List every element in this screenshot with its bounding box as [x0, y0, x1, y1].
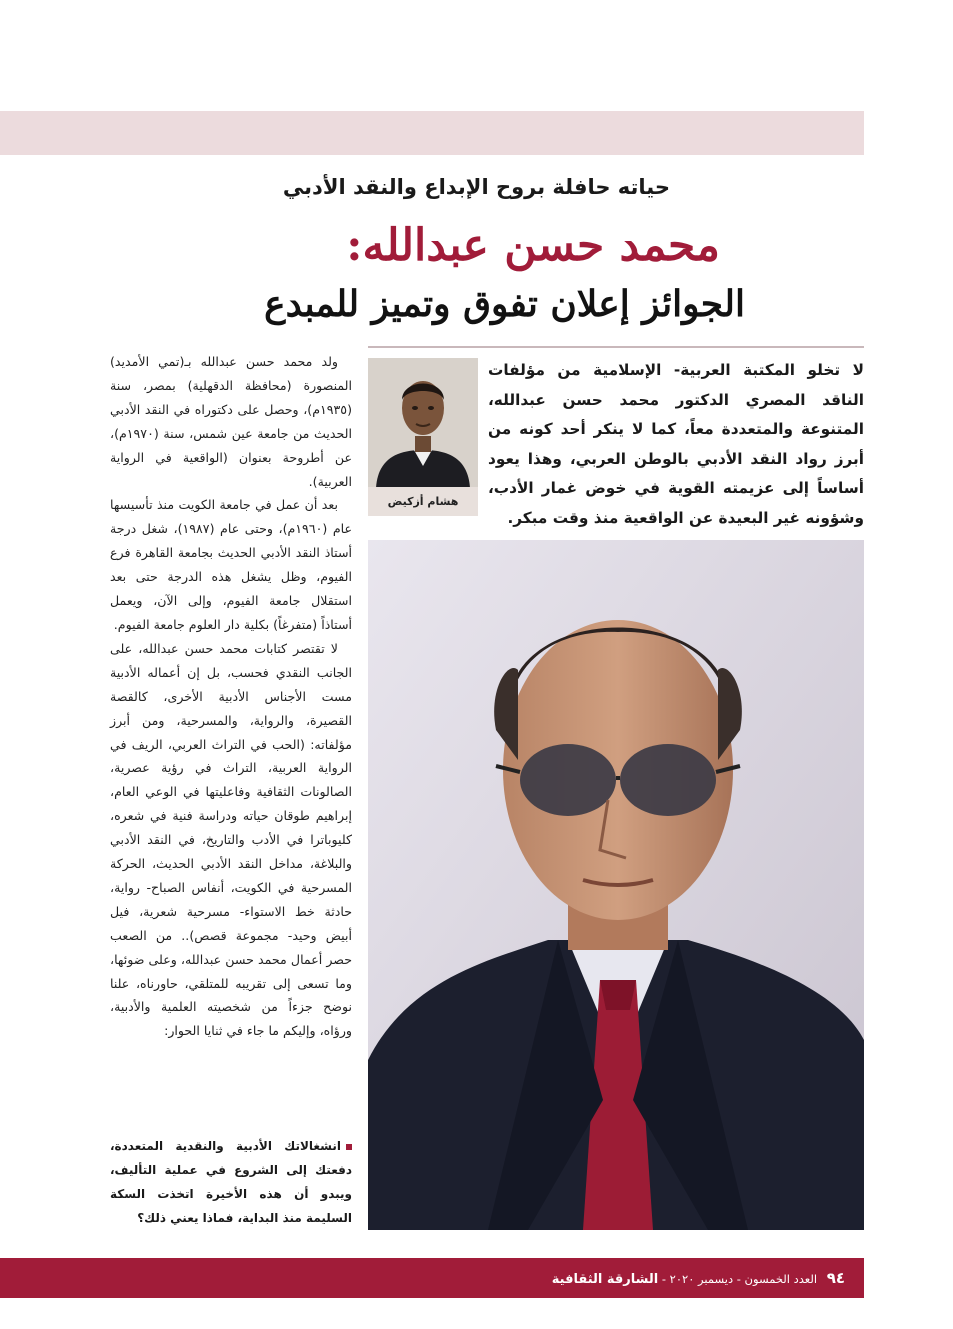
author-photo-image — [368, 358, 478, 488]
question-text: انشغالاتك الأدبية والنقدية المتعددة، دفعتك إلى الشروع في عملية التأليف، ويبدو أن هذه الأخيرة اتخذت السكة السليمة منذ البداية، فماذا يعني ذلك؟ — [110, 1139, 352, 1225]
article-kicker: حياته حافلة بروح الإبداع والنقد الأدبي — [282, 175, 670, 199]
article-subtitle: الجوائز إعلان تفوق وتميز للمبدع — [264, 283, 745, 325]
footer-info — [551, 1265, 845, 1293]
subject-portrait — [368, 540, 864, 1230]
interview-question — [110, 1134, 352, 1230]
body-paragraph: ولد محمد حسن عبدالله بـ(تمي الأمديد) المنصورة (محافظة الدقهلية) بمصر، سنة (١٩٣٥م)، وحصل على دكتوراه في النقد الأدبي الحديث من جامعة عين شمس، سنة (١٩٧٠م)، عن أطروحة بعنوان (الواقعية في الرواية العربية). — [110, 354, 352, 489]
header-band — [0, 111, 864, 155]
intro-paragraph: لا تخلو المكتبة العربية- الإسلامية من مؤلفات الناقد المصري الدكتور محمد حسن عبدالله، المتنوعة والمتعددة معاً، كما لا ينكر أحد كونه من أبرز رواد النقد الأدبي بالوطن العربي، وهذا يعود أساساً إلى عزيمته القوية في خوض غمار الأدب، وشؤونه غير البعيدة عن الواقعية منذ وقت مبكر. — [488, 361, 864, 527]
body-paragraph: بعد أن عمل في جامعة الكويت منذ تأسيسها عام (١٩٦٠م)، وحتى عام (١٩٨٧)، شغل درجة أستاذ النقد الأدبي الحديث بجامعة القاهرة فرع الفيوم، وظل يشغل هذه الدرجة حتى بعد استقلال جامعة الفيوم، وإلى الآن، ويعمل أستاذاً (متفرغاً) بكلية دار العلوم جامعة الفيوم. — [110, 497, 352, 632]
body-column — [110, 350, 352, 1043]
article-title: محمد حسن عبدالله: — [346, 220, 720, 271]
bullet-square-icon — [346, 1144, 352, 1150]
title-rule — [368, 346, 864, 348]
page-number: ٩٤ — [826, 1269, 845, 1287]
photo-caption: هشام أزكيض — [368, 487, 478, 516]
body-paragraph: لا تقتصر كتابات محمد حسن عبدالله، على الجانب النقدي فحسب، بل إن أعماله الأدبية مست الأجناس الأدبية الأخرى، كالقصة القصيرة، والرواية، والمسرحية، ومن أبرز مؤلفاته: (الحب في التراث العربي، الريف في الرواية العربية، التراث في رؤية عصرية، الصالونات الثقافية وفاعليتها في الوعي العام، إبراهيم طوقان حياته ودراسة فنية في شعره، كليوباترا في الأدب والتاريخ، في النقد الأدبي والبلاغة، مداخل النقد الأدبي الحديث، الحركة المسرحية في الكويت، أنفاس الصباح- رواية، حادثة خط الاستواء- مسرحية شعرية، فيل أبيض وحيد- مجموعة قصص).. من الصعب حصر أعمال محمد حسن عبدالله، وعلى ضوئها، وما تسعى إلى تقريبه للمتلقي، حاورناه، علنا نوضح جزءاً من شخصيته العلمية والأدبية، ورؤاه، وإليكم ما جاء في ثنايا الحوار: — [110, 640, 352, 1039]
magazine-name: الشارقة الثقافية — [551, 1272, 659, 1287]
subject-portrait-image — [368, 540, 864, 1230]
issue-info: العدد الخمسون - ديسمبر ٢٠٢٠ - — [661, 1272, 818, 1286]
